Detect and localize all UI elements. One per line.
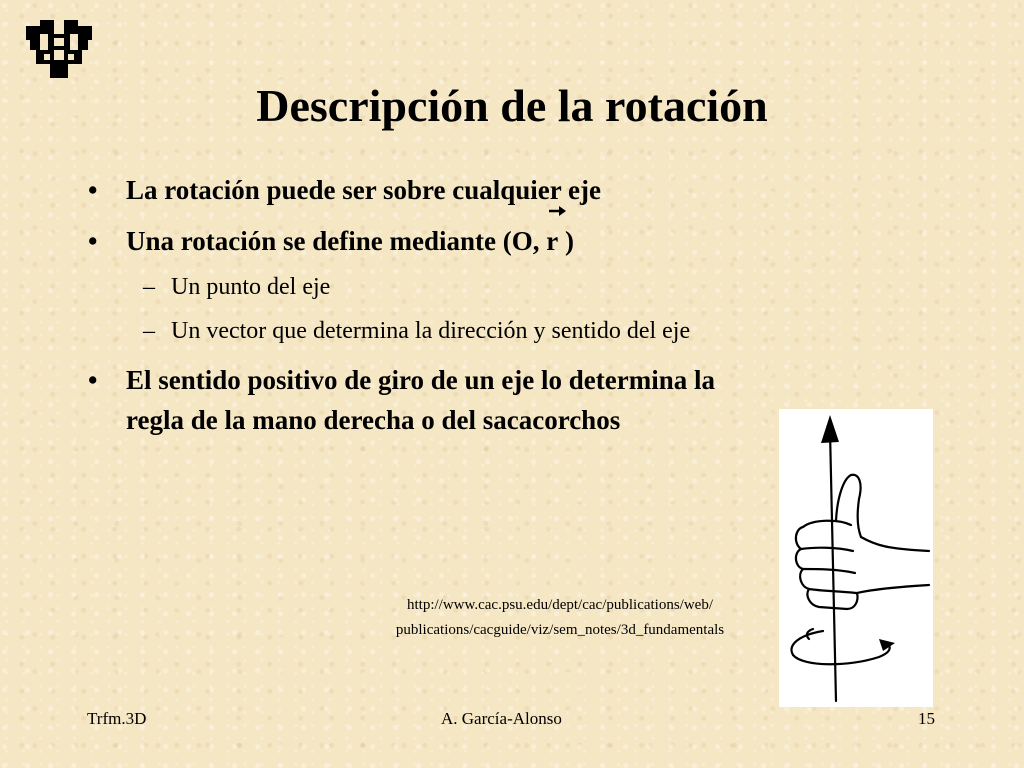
footer-course: Trfm.3D xyxy=(87,709,147,728)
footer-author: A. García-Alonso xyxy=(441,709,562,728)
bullet-text xyxy=(126,223,574,259)
bullet-text: La rotación puede ser sobre cualquier eje xyxy=(126,175,601,205)
source-url-line2: publications/cacguide/viz/sem_notes/3d_fundamentals xyxy=(395,622,725,638)
page-number: 15 xyxy=(918,709,935,728)
bullet-mark: • xyxy=(88,175,98,205)
subbullet-mark: – xyxy=(143,274,155,300)
right-hand-rule-icon xyxy=(779,409,933,707)
right-hand-rule-figure xyxy=(779,409,933,707)
slide-title: Descripción de la rotación xyxy=(256,80,768,131)
bullet-text-line2: regla de la mano derecha o del sacacorchos xyxy=(126,405,621,435)
subbullet-mark: – xyxy=(143,318,155,344)
vector-arrow-icon xyxy=(548,205,566,217)
subbullet-text: Un punto del eje xyxy=(171,274,331,300)
university-logo-icon xyxy=(26,20,92,80)
bullet-text-line1: El sentido positivo de giro de un eje lo determina la xyxy=(126,365,716,395)
bullet-mark: • xyxy=(88,226,98,256)
vector-symbol: r xyxy=(546,226,559,256)
bullet-mark: • xyxy=(88,365,98,395)
source-url-line1: http://www.cac.psu.edu/dept/cac/publications/web/ xyxy=(406,597,714,613)
bullet-text-after: ) xyxy=(558,226,574,256)
bullet-text-before: Una rotación se define mediante (O, xyxy=(126,226,547,256)
subbullet-text: Un vector que determina la dirección y sentido del eje xyxy=(171,318,691,344)
vector-r xyxy=(546,223,558,259)
